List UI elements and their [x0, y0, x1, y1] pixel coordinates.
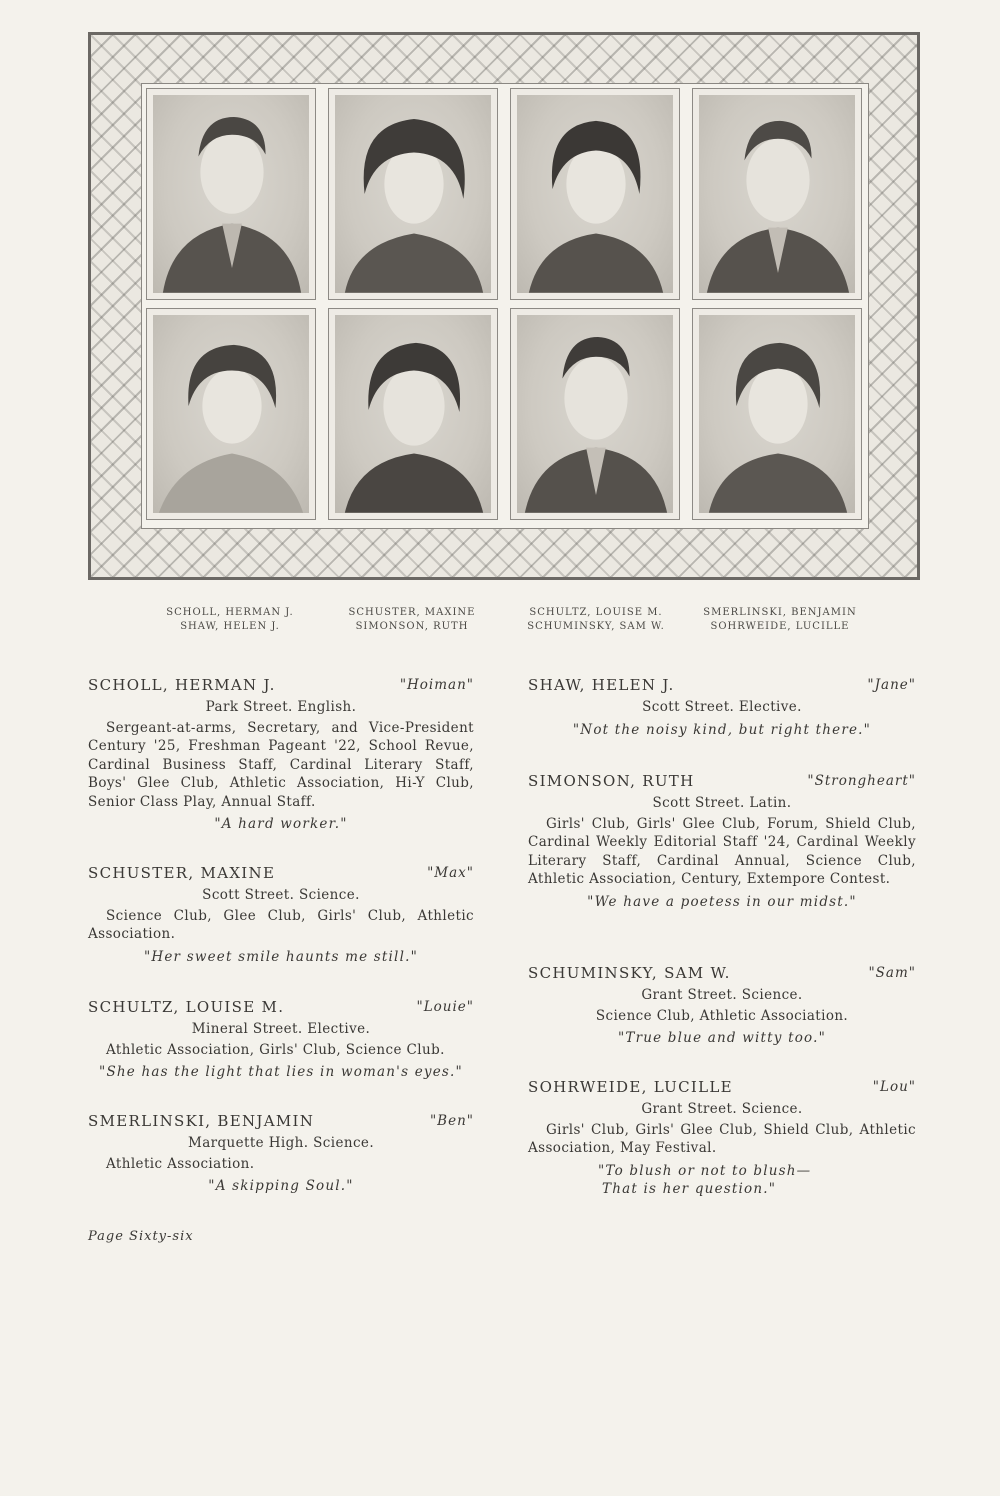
portrait-schuminsky [510, 308, 680, 520]
entry-quote: "True blue and witty too." [617, 1030, 827, 1046]
entry-address: Grant Street. Science. [641, 987, 803, 1003]
portrait-smerlinski [692, 88, 862, 300]
entry-scholl [88, 676, 474, 834]
entry-name: SMERLINSKI, BENJAMIN [88, 1112, 315, 1130]
entry-name: SHAW, HELEN J. [528, 676, 675, 694]
entry-name: SIMONSON, RUTH [528, 772, 695, 790]
portrait-schultz [510, 88, 680, 300]
entry-activities: Science Club, Athletic Association. [595, 1007, 849, 1024]
portrait-shaw [146, 308, 316, 520]
photo-grid [141, 83, 869, 529]
entry-quote: "Not the noisy kind, but right there." [572, 721, 872, 738]
entry-quote-line-2: That is her question." [602, 1181, 777, 1197]
entry-name: SCHUMINSKY, SAM W. [528, 964, 731, 982]
entry-nickname: "Lou" [872, 1079, 916, 1095]
entry-name: SCHUSTER, MAXINE [88, 864, 276, 882]
entry-address: Mineral Street. Elective. [191, 1021, 371, 1037]
entry-nickname: "Strongheart" [807, 773, 916, 789]
entry-name: SOHRWEIDE, LUCILLE [528, 1078, 733, 1096]
entry-activities: Athletic Association, Girls' Club, Science Club. [106, 1041, 445, 1058]
entry-sohrweide [528, 1078, 916, 1199]
caption-column-4: SMERLINSKI, BENJAMIN SOHRWEIDE, LUCILLE [703, 607, 857, 632]
caption-column-3: SCHULTZ, LOUISE M. SCHUMINSKY, SAM W. [527, 607, 665, 632]
entry-activities: Girls' Club, Girls' Glee Club, Forum, Shield Club, Cardinal Weekly Editorial Staff '24, Cardinal Weekly Literary Staff, Cardinal Annual, Science Club, Athletic Association, Century, Extempore Contest. [528, 815, 916, 887]
entry-nickname: "Ben" [429, 1113, 474, 1129]
entry-quote: "Her sweet smile haunts me still." [143, 948, 418, 965]
entry-quote: "We have a poetess in our midst." [587, 893, 857, 910]
entry-simonson [528, 772, 916, 911]
entry-name: SCHOLL, HERMAN J. [88, 676, 276, 694]
entry-address: Scott Street. Latin. [652, 795, 792, 811]
entry-activities: Athletic Association. [106, 1155, 255, 1172]
caption-column-1: SCHOLL, HERMAN J. SHAW, HELEN J. [166, 607, 294, 632]
entry-address: Scott Street. Elective. [642, 699, 802, 715]
entry-smerlinski [88, 1112, 474, 1196]
entry-address: Marquette High. Science. [187, 1135, 375, 1151]
entry-address: Scott Street. Science. [202, 887, 360, 903]
portrait-simonson [328, 308, 498, 520]
portrait-schuster [328, 88, 498, 300]
entry-nickname: "Max" [427, 865, 474, 881]
entry-address: Grant Street. Science. [641, 1101, 803, 1117]
photo-frame [88, 32, 920, 580]
portrait-sohrweide [692, 308, 862, 520]
entry-schuminsky [528, 964, 916, 1048]
entry-activities: Sergeant-at-arms, Secretary, and Vice-President Century '25, Freshman Pageant '22, School Revue, Cardinal Business Staff, Cardinal Literary Staff, Boys' Glee Club, Athletic Association, Hi-Y Club, Senior Class Play, Annual Staff. [88, 719, 474, 810]
entry-quote: "To blush or not to blush— [598, 1162, 812, 1179]
entry-nickname: "Hoiman" [399, 677, 474, 693]
entry-shaw [528, 676, 916, 739]
portrait-scholl [146, 88, 316, 300]
entry-address: Park Street. English. [205, 699, 357, 715]
entry-quote: "A hard worker." [214, 816, 348, 832]
entry-activities: Girls' Club, Girls' Glee Club, Shield Club, Athletic Association, May Festival. [528, 1121, 916, 1156]
entry-nickname: "Sam" [868, 965, 916, 981]
entry-quote: "A skipping Soul." [208, 1178, 354, 1194]
entry-schultz [88, 998, 474, 1082]
entry-nickname: "Louie" [416, 999, 474, 1015]
entry-schuster [88, 864, 474, 966]
entry-name: SCHULTZ, LOUISE M. [88, 998, 285, 1016]
entry-activities: Science Club, Glee Club, Girls' Club, Athletic Association. [88, 907, 474, 942]
entry-quote: "She has the light that lies in woman's eyes." [99, 1064, 463, 1080]
caption-column-2: SCHUSTER, MAXINE SIMONSON, RUTH [348, 607, 476, 632]
entry-nickname: "Jane" [867, 677, 916, 693]
page-number: Page Sixty-six [88, 1229, 194, 1244]
